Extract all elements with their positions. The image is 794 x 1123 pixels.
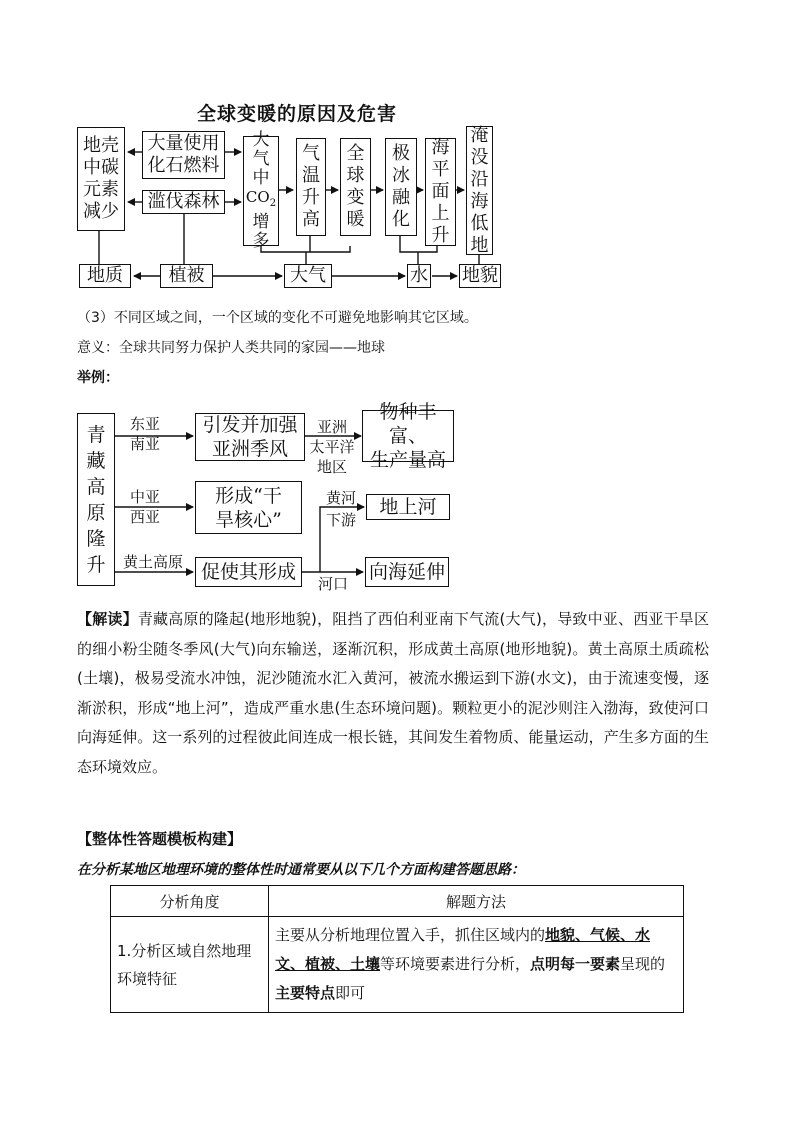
box-suspended-river: 地上河 (366, 494, 450, 520)
table-cell-angle: 1.分析区域自然地理环境特征 (111, 917, 269, 1013)
interpretation-label: 【解读】 (77, 610, 138, 628)
co2-formula-main: CO (245, 188, 270, 206)
box-crust-carbon-decrease: 地壳 中碳 元素 减少 (77, 127, 125, 231)
label-loess-plateau: 黄土高原 (122, 553, 183, 571)
method-text-2: 等环境要素进行分析， (380, 955, 531, 973)
method-main-features: 主要特点 (275, 984, 336, 1002)
box-promote-formation: 促使其形成 (195, 557, 302, 587)
box-geology: 地质 (79, 264, 131, 288)
table-header-angle: 分析角度 (111, 886, 269, 917)
table-row (111, 917, 684, 1013)
label-asia-pacific: 亚洲 太平洋 地区 (309, 418, 355, 476)
template-intro: 在分析某地区地理环境的整体性时通常要从以下几个方面构建答题思路： (77, 862, 525, 878)
method-text-1: 主要从分析地理位置入手，抓住区域内的 (275, 926, 546, 944)
method-text-4: 即可 (335, 984, 366, 1002)
table-cell-method (269, 917, 684, 1013)
table-header-row (111, 886, 684, 917)
label-estuary: 河口 (317, 575, 348, 593)
label-east-south-asia: 东亚 南亚 (129, 415, 160, 453)
table-header-method: 解题方法 (269, 886, 684, 917)
method-each-element: 点明每一要素 (530, 955, 621, 973)
paragraph-point-3: （3）不同区域之间，一个区域的变化不可避免地影响其它区域。 (77, 310, 478, 326)
box-tibet-uplift: 青 藏 高 原 隆 升 (77, 413, 115, 586)
template-heading: 【整体性答题模板构建】 (77, 830, 243, 848)
box-temperature-rise: 气 温 升 高 (296, 138, 326, 236)
box-ice-melting: 极 冰 融 化 (385, 138, 417, 236)
box-coastal-flooding: 淹 没 沿 海 低 地 (466, 126, 493, 255)
box-vegetation: 植被 (160, 264, 213, 288)
box-global-warming: 全 球 变 暖 (340, 138, 371, 236)
box-asian-monsoon: 引发并加强 亚洲季风 (195, 413, 305, 461)
paragraph-meaning: 意义：全球共同努力保护人类共同的家园——地球 (77, 340, 385, 356)
box-atmosphere: 大气 (284, 264, 332, 288)
box-sea-level-rise: 海 平 面 上 升 (425, 138, 456, 246)
answer-template-table (110, 885, 684, 1013)
box-arid-core: 形成“干 旱核心” (195, 481, 302, 534)
box-fossil-fuel: 大量使用 化石燃料 (142, 131, 225, 179)
box-species-rich: 物种丰富、 生产量高 (362, 410, 454, 462)
co2-formula-sub: 2 (269, 198, 277, 209)
interpretation-text: 青藏高原的隆起(地形地貌)，阻挡了西伯利亚南下气流(大气)，导致中亚、西亚干旱区的细小粉尘随冬季风(大气)向东输送，逐渐沉积，形成黄土高原(地形地貌)。黄土高原土质疏松(土壤)，极易受流水冲蚀，泥沙随流水汇入黄河，被流水搬运到下游(水文)，由于流速变慢，逐渐淤积，形成“地上河”，造成严重水患(生态环境问题)。颗粒更小的泥沙则注入渤海，致使河口向海延伸。这一系列的过程彼此间连成一根长链，其间发生着物质、能量运动，产生多方面的生态环境效应。 (77, 610, 709, 776)
interpretation-paragraph (77, 605, 709, 782)
example-heading: 举例： (77, 370, 119, 386)
box-landform: 地貌 (459, 264, 501, 288)
label-yellow-river-lower: 黄河 下游 (325, 489, 356, 529)
diagram-title: 全球变暖的原因及危害 (197, 103, 398, 125)
co2-text-bottom: 增 多 (252, 212, 270, 251)
method-text-3: 呈现的 (620, 955, 666, 973)
method-elements: 地貌、气候、水文、植被、土壤 (275, 926, 651, 973)
label-central-west-asia: 中亚 西亚 (129, 488, 160, 526)
co2-text-top: 大 气 中 (252, 130, 270, 188)
box-water: 水 (407, 264, 431, 288)
box-deforestation: 滥伐森林 (142, 190, 225, 214)
box-extend-seaward: 向海延伸 (365, 557, 449, 587)
